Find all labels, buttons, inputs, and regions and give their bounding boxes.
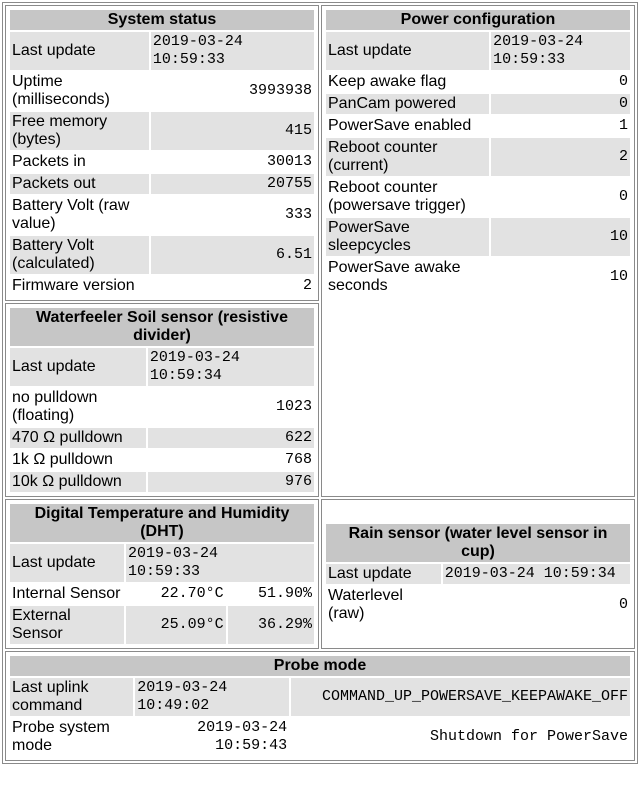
system-status-row bbox=[10, 32, 314, 70]
rain-sensor-value: 0 bbox=[618, 596, 628, 613]
rain-sensor-row bbox=[326, 564, 630, 584]
power-config-label: Keep awake flag bbox=[328, 73, 447, 90]
power-config-row bbox=[326, 258, 630, 296]
rain-sensor-value: 2019-03-24 10:59:34 bbox=[443, 564, 630, 584]
power-config-value: 10 bbox=[609, 268, 628, 285]
rain-sensor-table bbox=[324, 522, 632, 626]
system-status-value: 6.51 bbox=[151, 236, 314, 274]
soil-sensor-row bbox=[10, 472, 314, 492]
dht-last-update-label: Last update bbox=[10, 544, 124, 582]
soil-sensor-value: 1023 bbox=[275, 398, 312, 415]
probe-mode-panel bbox=[5, 651, 635, 761]
soil-sensor-value: 976 bbox=[148, 472, 314, 492]
soil-sensor-row bbox=[10, 348, 314, 386]
power-config-label: Last update bbox=[326, 32, 489, 70]
system-status-row bbox=[10, 112, 314, 150]
soil-sensor-row bbox=[10, 450, 314, 470]
system-status-value: 2019-03-24 10:59:33 bbox=[151, 32, 314, 70]
power-config-value: 0 bbox=[618, 188, 628, 205]
system-status-value: 2 bbox=[302, 277, 312, 294]
system-status-value: 415 bbox=[151, 112, 314, 150]
system-status-value: 20755 bbox=[151, 174, 314, 194]
soil-sensor-value: 622 bbox=[148, 428, 314, 448]
system-status-label: Uptime (milliseconds) bbox=[12, 73, 110, 108]
probe-mode-row bbox=[10, 718, 630, 756]
power-config-row bbox=[326, 138, 630, 176]
soil-sensor-row bbox=[10, 428, 314, 448]
soil-sensor-label: 1k Ω pulldown bbox=[12, 451, 113, 468]
soil-sensor-label: Last update bbox=[10, 348, 146, 386]
power-config-panel bbox=[321, 5, 635, 497]
dht-table bbox=[8, 502, 316, 646]
soil-sensor-label: 470 Ω pulldown bbox=[10, 428, 146, 448]
power-config-label: PowerSave sleepcycles bbox=[326, 218, 489, 256]
dht-sensor-label: Internal Sensor bbox=[12, 585, 121, 602]
system-status-label: Last update bbox=[10, 32, 149, 70]
dht-sensor-row bbox=[10, 584, 314, 604]
probe-mode-time: 2019-03-24 10:49:02 bbox=[135, 678, 289, 716]
probe-mode-value: COMMAND_UP_POWERSAVE_KEEPAWAKE_OFF bbox=[291, 678, 630, 716]
system-status-row bbox=[10, 196, 314, 234]
system-status-row bbox=[10, 276, 314, 296]
dht-sensor-row bbox=[10, 606, 314, 644]
system-status-row bbox=[10, 174, 314, 194]
power-config-value: 0 bbox=[618, 73, 628, 90]
system-status-label: Free memory (bytes) bbox=[10, 112, 149, 150]
dht-temperature: 25.09°C bbox=[126, 606, 226, 644]
power-config-title: Power configuration bbox=[326, 10, 630, 30]
rain-sensor-label: Waterlevel (raw) bbox=[328, 587, 403, 622]
soil-sensor-row bbox=[10, 388, 314, 426]
system-status-value: 3993938 bbox=[248, 82, 312, 99]
probe-mode-label: Last uplink command bbox=[10, 678, 133, 716]
rain-sensor-title: Rain sensor (water level sensor in cup) bbox=[326, 524, 630, 562]
dht-temperature: 22.70°C bbox=[160, 585, 224, 602]
power-config-value: 2 bbox=[491, 138, 630, 176]
probe-mode-row bbox=[10, 678, 630, 716]
soil-sensor-label: 10k Ω pulldown bbox=[10, 472, 146, 492]
dht-last-update-row bbox=[10, 544, 314, 582]
soil-sensor-label: no pulldown (floating) bbox=[12, 389, 98, 424]
soil-sensor-table bbox=[8, 306, 316, 494]
system-status-table bbox=[8, 8, 316, 298]
system-status-panel bbox=[5, 5, 319, 301]
power-config-label: Reboot counter (powersave trigger) bbox=[328, 179, 466, 214]
power-config-label: PowerSave enabled bbox=[328, 117, 472, 134]
power-config-row bbox=[326, 72, 630, 92]
power-config-label: Reboot counter (current) bbox=[326, 138, 489, 176]
soil-sensor-panel bbox=[5, 303, 319, 497]
dht-humidity: 51.90% bbox=[257, 585, 312, 602]
soil-sensor-value: 768 bbox=[284, 451, 312, 468]
power-config-row bbox=[326, 116, 630, 136]
power-config-label: PowerSave awake seconds bbox=[328, 259, 461, 294]
power-config-row bbox=[326, 32, 630, 70]
probe-mode-table bbox=[8, 654, 632, 758]
soil-sensor-value: 2019-03-24 10:59:34 bbox=[148, 348, 314, 386]
system-status-row bbox=[10, 152, 314, 172]
power-config-row bbox=[326, 94, 630, 114]
power-config-value: 1 bbox=[618, 117, 628, 134]
system-status-label: Battery Volt (raw value) bbox=[12, 197, 130, 232]
dht-last-update-value: 2019-03-24 10:59:33 bbox=[126, 544, 314, 582]
system-status-value: 30013 bbox=[266, 153, 312, 170]
power-config-value: 10 bbox=[491, 218, 630, 256]
system-status-label: Firmware version bbox=[12, 277, 135, 294]
system-status-row bbox=[10, 236, 314, 274]
probe-mode-time: 2019-03-24 10:59:43 bbox=[197, 719, 288, 754]
power-config-table bbox=[324, 8, 632, 298]
system-status-row bbox=[10, 72, 314, 110]
rain-sensor-label: Last update bbox=[326, 564, 441, 584]
rain-sensor-panel bbox=[321, 499, 635, 649]
dht-humidity: 36.29% bbox=[228, 606, 314, 644]
soil-sensor-title: Waterfeeler Soil sensor (resistive divider) bbox=[10, 308, 314, 346]
dht-sensor-label: External Sensor bbox=[10, 606, 124, 644]
power-config-row bbox=[326, 218, 630, 256]
system-status-label: Packets out bbox=[10, 174, 149, 194]
system-status-value: 333 bbox=[284, 206, 312, 223]
power-config-value: 2019-03-24 10:59:33 bbox=[491, 32, 630, 70]
dht-panel bbox=[5, 499, 319, 649]
probe-mode-value: Shutdown for PowerSave bbox=[429, 728, 628, 745]
system-status-title: System status bbox=[10, 10, 314, 30]
power-config-row bbox=[326, 178, 630, 216]
status-dashboard bbox=[2, 2, 638, 764]
system-status-label: Packets in bbox=[12, 153, 86, 170]
probe-mode-title: Probe mode bbox=[10, 656, 630, 676]
power-config-label: PanCam powered bbox=[326, 94, 489, 114]
system-status-label: Battery Volt (calculated) bbox=[10, 236, 149, 274]
probe-mode-label: Probe system mode bbox=[12, 719, 110, 754]
dht-title: Digital Temperature and Humidity (DHT) bbox=[10, 504, 314, 542]
rain-sensor-row bbox=[326, 586, 630, 624]
power-config-value: 0 bbox=[491, 94, 630, 114]
